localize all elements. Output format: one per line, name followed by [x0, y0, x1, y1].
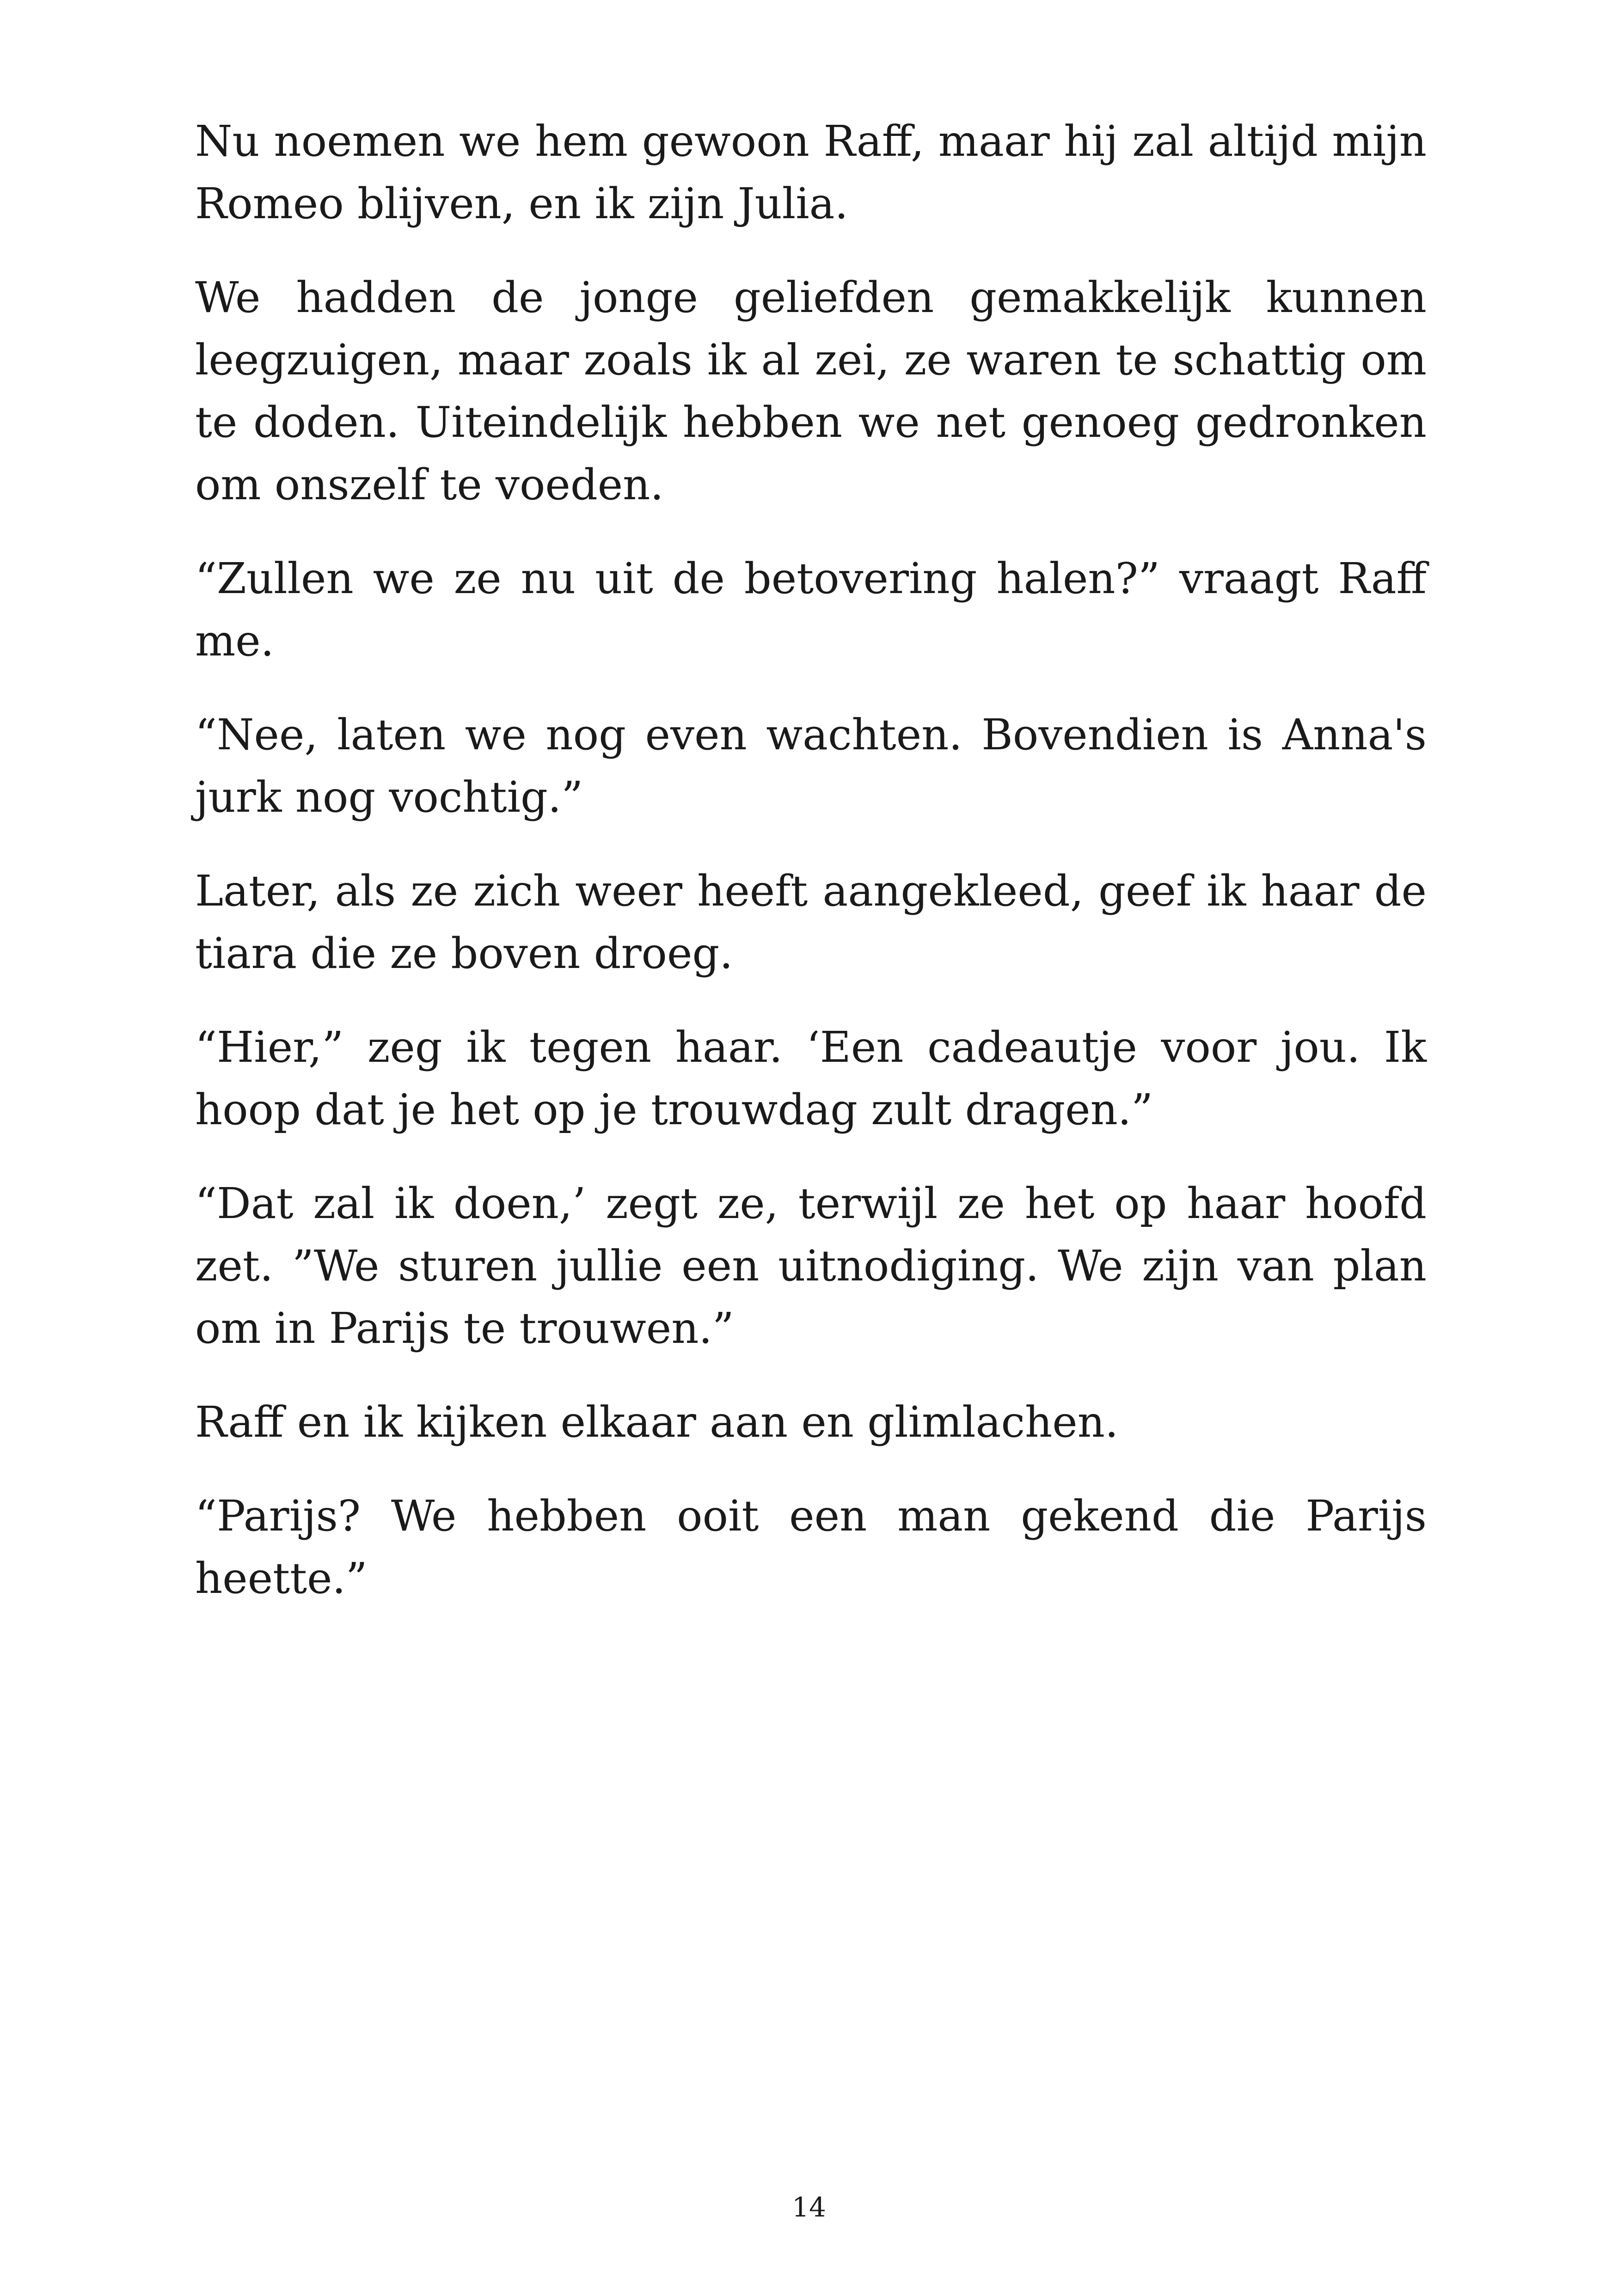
paragraph: “Hier,” zeg ik tegen haar. ‘Een cadeautje voor jou. Ik hoop dat je het op je trouwdag zult dragen.” [195, 1022, 1427, 1134]
paragraph: We hadden de jonge geliefden gemakkelijk kunnen leegzuigen, maar zoals ik al zei, ze waren te schattig om te doden. Uiteindelijk hebben we net genoeg gedronken om onszelf te voeden. [195, 273, 1427, 509]
paragraph: “Dat zal ik doen,’ zegt ze, terwijl ze het op haar hoofd zet. ”We sturen jullie een uitnodiging. We zijn van plan om in Parijs te trouwen.” [195, 1179, 1427, 1353]
paragraph: “Parijs? We hebben ooit een man gekend die Parijs heette.” [195, 1491, 1427, 1603]
paragraph: “Nee, laten we nog even wachten. Bovendien is Anna's jurk nog vochtig.” [195, 710, 1427, 822]
body-text [195, 110, 1427, 1641]
paragraph: “Zullen we ze nu uit de betovering halen?” vraagt Raff me. [195, 554, 1427, 666]
paragraph: Later, als ze zich weer heeft aangekleed, geef ik haar de tiara die ze boven droeg. [195, 866, 1427, 978]
paragraph: Nu noemen we hem gewoon Raff, maar hij zal altijd mijn Romeo blijven, en ik zijn Julia. [195, 116, 1427, 228]
paragraph: Raff en ik kijken elkaar aan en glimlachen. [195, 1397, 1119, 1447]
page-number: 14 [792, 2192, 826, 2223]
